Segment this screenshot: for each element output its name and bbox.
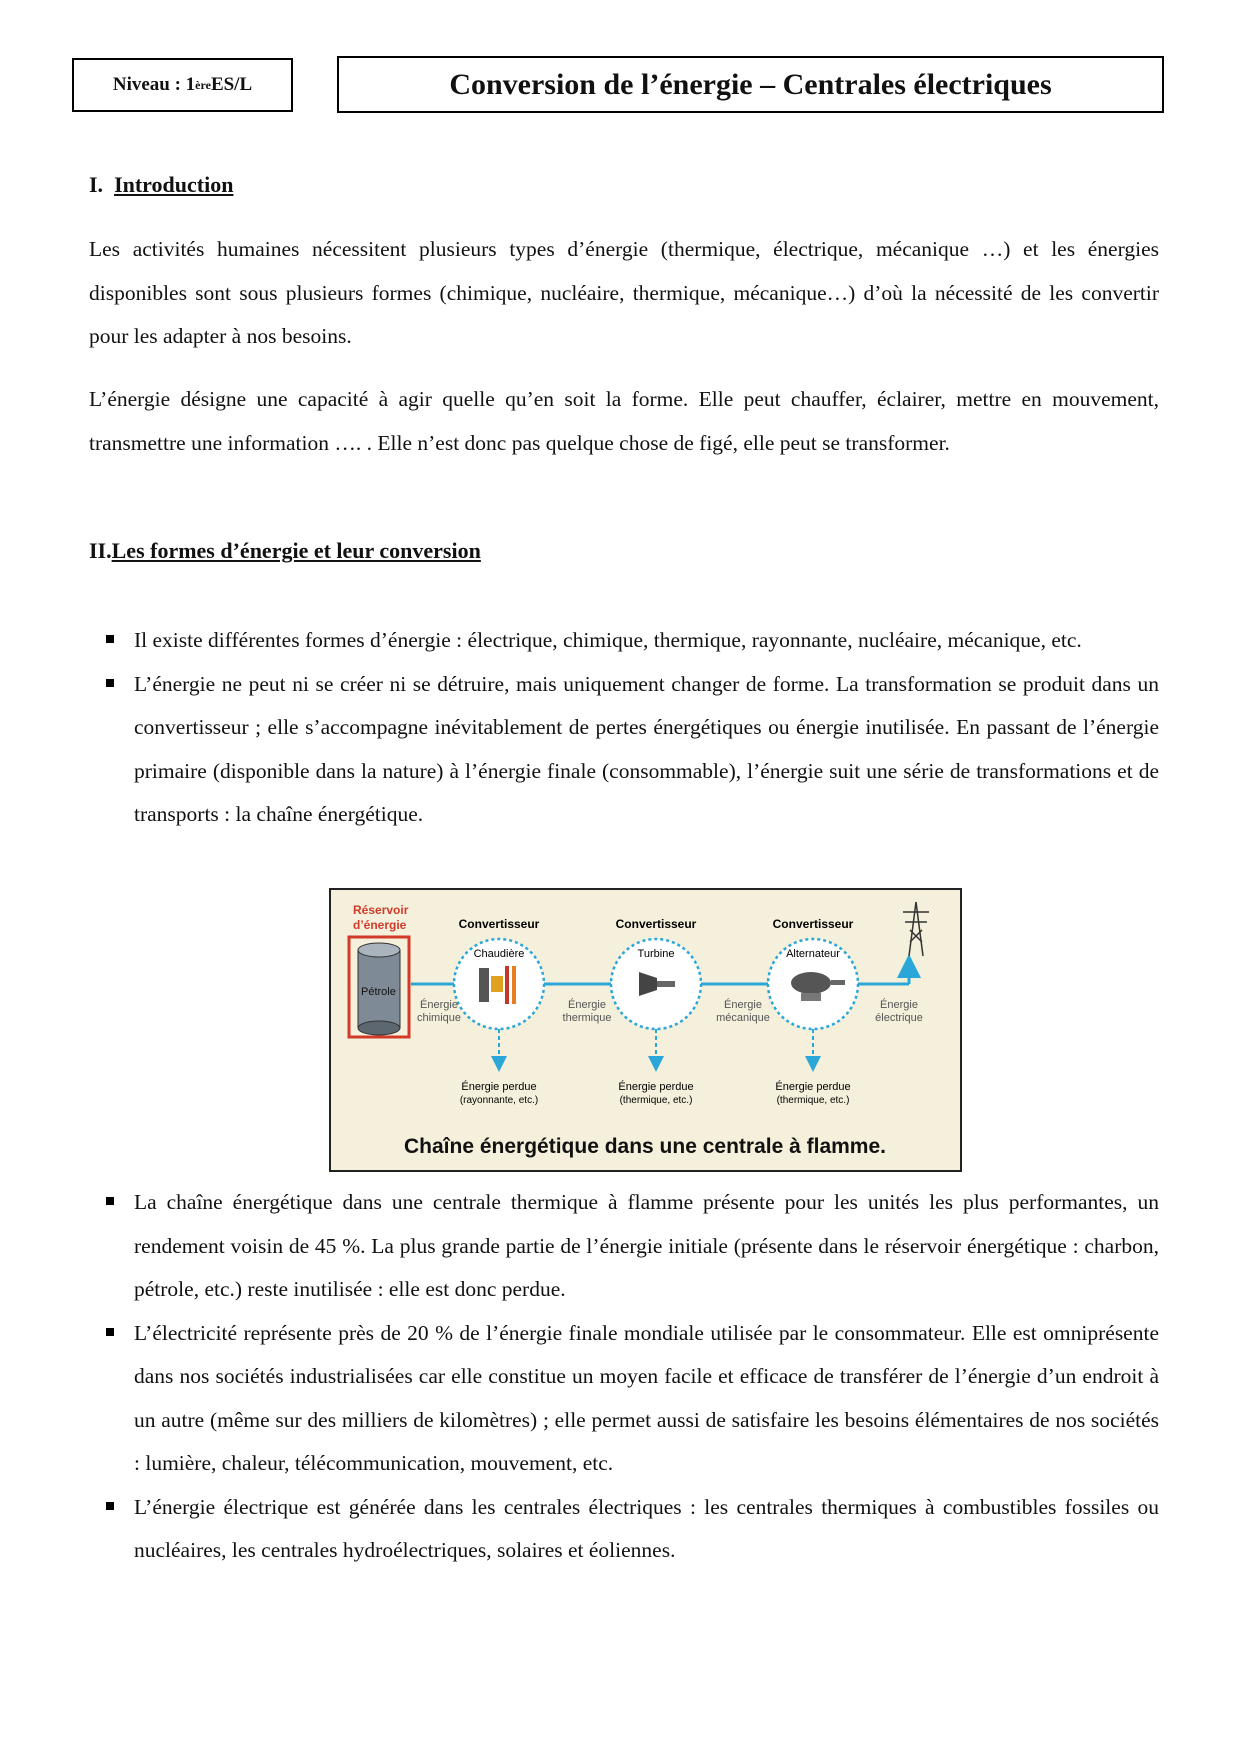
list-item: [104, 1181, 1159, 1312]
section-1-heading: [89, 172, 233, 198]
intro-paragraph-1: Les activités humaines nécessitent plusieurs types d’énergie (thermique, électrique, mécanique …) et les énergies disponibles sont sous plusieurs formes (chimique, nucléaire, thermique, mécanique…) d’où la nécessité de les convertir pour les adapter à nos besoins.: [89, 237, 1159, 348]
section-2-title: Les formes d’énergie et leur conversion: [111, 538, 481, 563]
level-suffix: ES/L: [210, 74, 253, 95]
list-item-text: L’électricité représente près de 20 % de l’énergie finale mondiale utilisée par le consommateur. Elle est omniprésente dans nos sociétés industrialisées car elle constitue un moyen facile et efficace de transférer de l’énergie d’un endroit à un autre (même sur des milliers de kilomètres) ; elle permet aussi de satisfaire les besoins élémentaires de nos sociétés : lumière, chaleur, télécommunication, mouvement, etc.: [134, 1320, 1159, 1475]
loss-label-1-line1: Énergie perdue: [461, 1081, 537, 1093]
loss-label-3-line1: Énergie perdue: [775, 1081, 851, 1093]
bullet-list-2: [104, 1181, 1159, 1573]
converter-heading-3: Convertisseur: [772, 917, 854, 931]
flow-label-1-line1: Énergie: [420, 999, 458, 1011]
bullet-square-icon: [106, 679, 114, 687]
flow-label-3-line2: mécanique: [716, 1012, 770, 1024]
flow-label-4-line1: Énergie: [880, 999, 918, 1011]
converter-heading-1: Convertisseur: [458, 917, 540, 931]
loss-label-3-line2: (thermique, etc.): [776, 1095, 850, 1106]
converter-name-3: Alternateur: [786, 948, 840, 960]
converter-name-1: Chaudière: [473, 948, 525, 960]
diagram-caption: Chaîne énergétique dans une centrale à flamme.: [404, 1135, 886, 1158]
loss-label-2-line2: (thermique, etc.): [619, 1095, 693, 1106]
reservoir-item-label: Pétrole: [361, 986, 396, 998]
energy-chain-svg: [331, 890, 960, 1170]
flow-label-3-line1: Énergie: [724, 999, 762, 1011]
list-item-text: L’énergie électrique est générée dans les centrales électriques : les centrales thermiques à combustibles fossiles ou nucléaires, les centrales hydroélectriques, solaires et éoliennes.: [134, 1494, 1159, 1562]
page-title-box: [337, 56, 1164, 113]
converter-heading-2: Convertisseur: [615, 917, 697, 931]
section-1-number: I.: [89, 172, 104, 197]
list-item: [104, 1486, 1159, 1573]
list-item-text: L’énergie ne peut ni se créer ni se détruire, mais uniquement changer de forme. La transformation se produit dans un convertisseur ; elle s’accompagne inévitablement de pertes énergétiques ou énergie inutilisée. En passant de l’énergie primaire (disponible dans la nature) à l’énergie finale (consommable), l’énergie suit une série de transformations et de transports : la chaîne énergétique.: [134, 671, 1159, 826]
list-item-text: Il existe différentes formes d’énergie : électrique, chimique, thermique, rayonnante, nucléaire, mécanique, etc.: [134, 628, 1082, 652]
list-item: [104, 619, 1159, 663]
flow-label-4-line2: électrique: [875, 1012, 923, 1024]
page-title: Conversion de l’énergie – Centrales électriques: [449, 67, 1052, 101]
flow-label-2-line1: Énergie: [568, 999, 606, 1011]
bullet-list-1: [104, 619, 1159, 837]
level-prefix: Niveau : 1: [112, 74, 196, 95]
reservoir-label-line1: Réservoir: [353, 903, 409, 917]
section-2-number: II.: [89, 538, 112, 563]
bullet-square-icon: [106, 1502, 114, 1510]
intro-paragraph-2: L’énergie désigne une capacité à agir quelle qu’en soit la forme. Elle peut chauffer, éclairer, mettre en mouvement, transmettre une information …. . Elle n’est donc pas quelque chose de figé, elle peut se transformer.: [89, 387, 1159, 455]
bullet-square-icon: [106, 635, 114, 643]
level-superscript: ère: [195, 77, 211, 92]
power-pylon-icon: [903, 902, 929, 956]
flow-label-1-line2: chimique: [416, 1012, 462, 1024]
list-item-text: La chaîne énergétique dans une centrale thermique à flamme présente pour les unités les plus performantes, un rendement voisin de 45 %. La plus grande partie de l’énergie initiale (présente dans le réservoir énergétique : charbon, pétrole, etc.) reste inutilisée : elle est donc perdue.: [134, 1190, 1159, 1301]
loss-label-1-line2: (rayonnante, etc.): [459, 1095, 539, 1106]
reservoir-label-line2: d’énergie: [353, 918, 407, 932]
section-2-heading: [89, 538, 481, 564]
section-1-title: Introduction: [114, 172, 234, 197]
energy-chain-diagram: [329, 888, 962, 1172]
loss-label-2-line1: Énergie perdue: [618, 1081, 694, 1093]
bullet-square-icon: [106, 1197, 114, 1205]
converter-name-2: Turbine: [637, 948, 675, 960]
list-item: [104, 1312, 1159, 1486]
flow-label-2-line2: thermique: [562, 1012, 612, 1024]
bullet-square-icon: [106, 1328, 114, 1336]
list-item: [104, 663, 1159, 837]
level-box: [72, 58, 293, 112]
